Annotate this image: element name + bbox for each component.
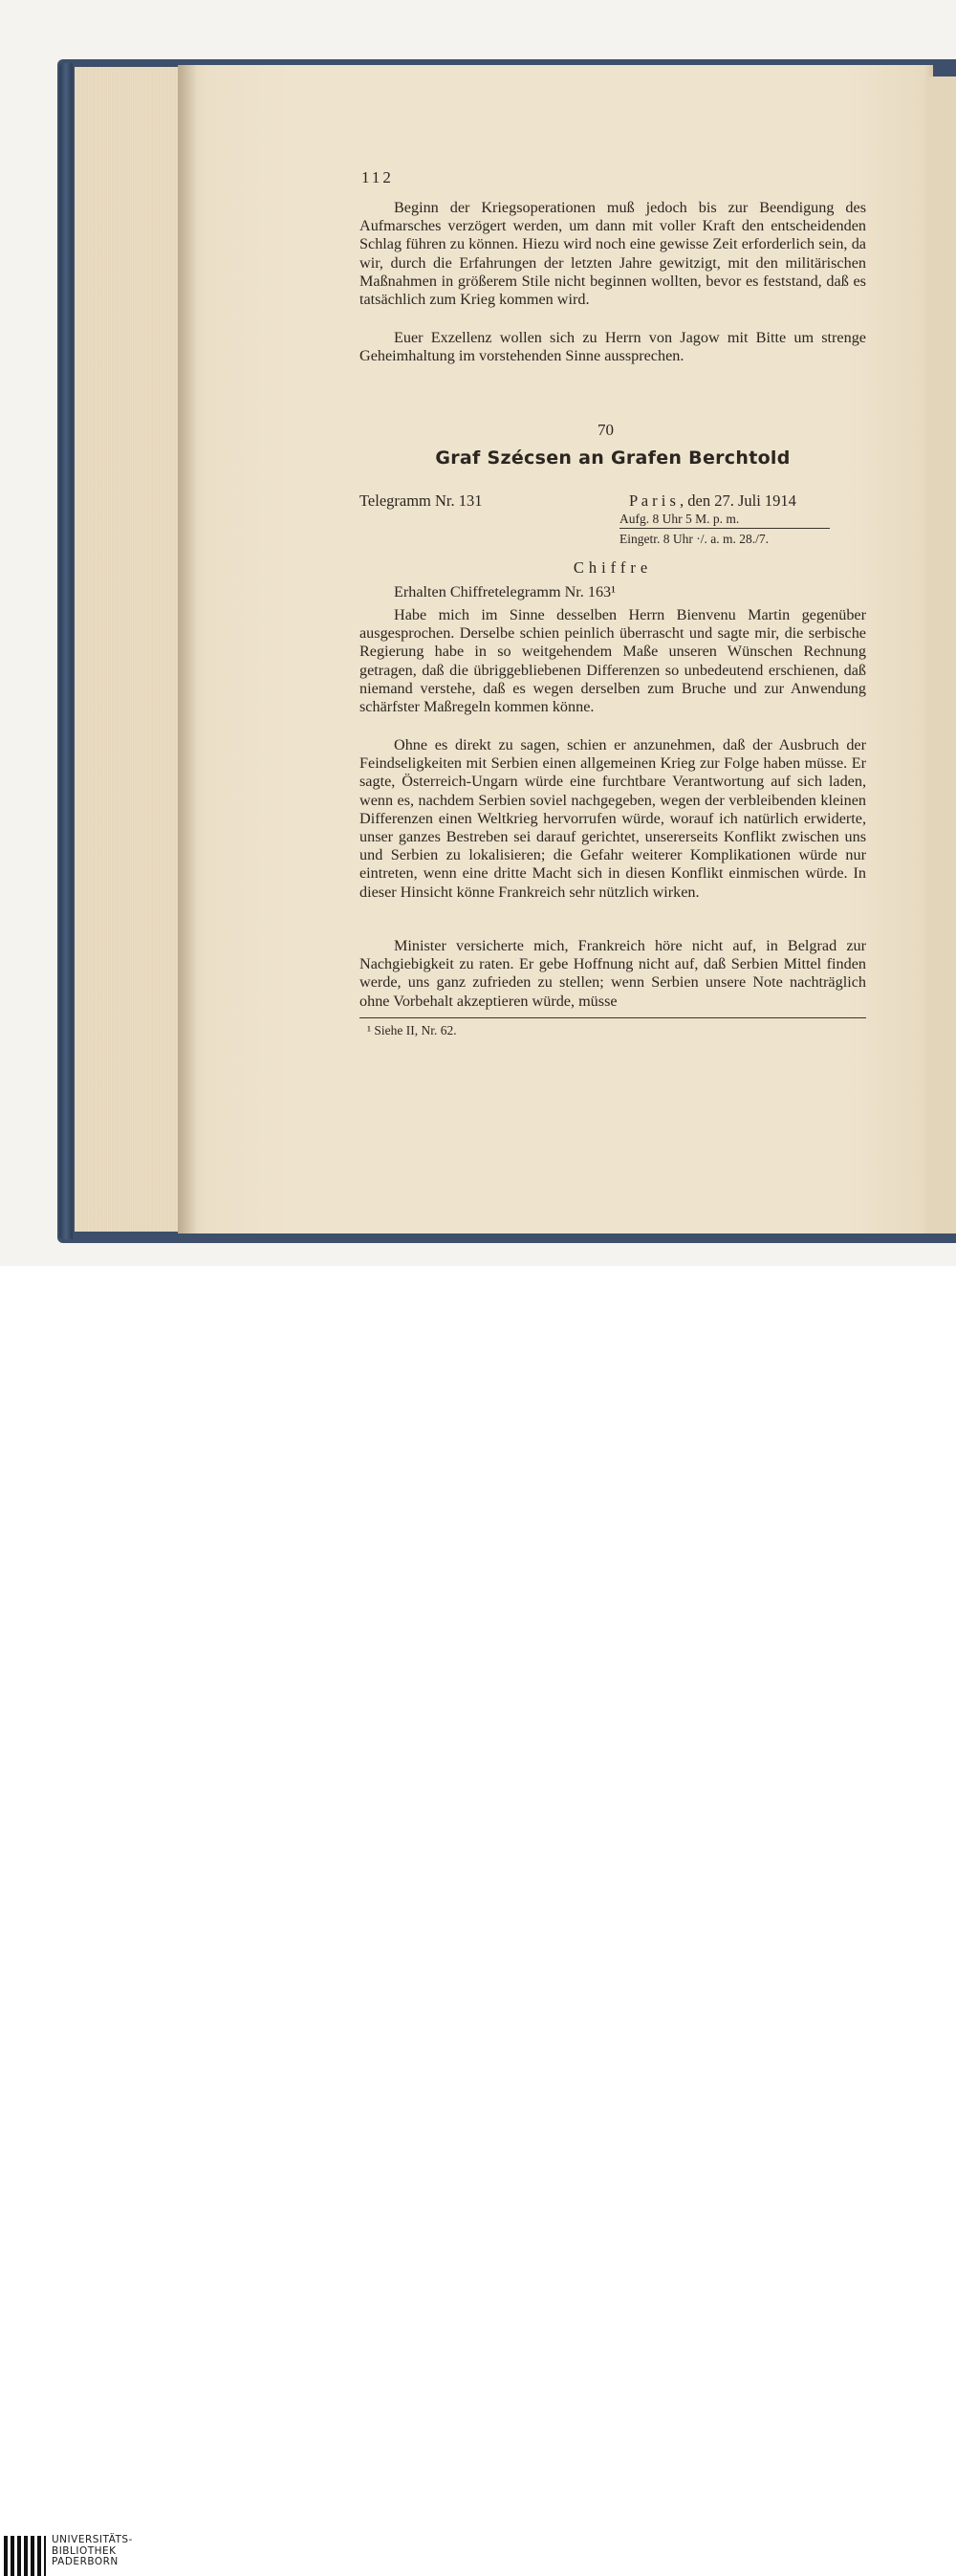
telegram-number: Telegramm Nr. 131 <box>359 491 483 510</box>
document-heading: Graf Szécsen an Grafen Berchtold <box>435 448 791 469</box>
library-logo-icon <box>4 2536 46 2576</box>
body-paragraph-2: Habe mich im Sinne desselben Herrn Bienvenu Martin gegenüber ausgesprochen. Derselbe schien peinlich überrascht und sagte mir, die serbische Regierung habe in so weitgehendem Maße unseren Wünschen Rechnung getragen, daß die übriggebliebenen Differenzen so unbedeutend erschienen, daß niemand verstehe, daß es wegen derselben zum Bruche und zur Anwendung schärfster Maßregeln kommen könne. <box>359 606 866 716</box>
closing-paragraph: Euer Exzellenz wollen sich zu Herrn von Jagow mit Bitte um strenge Geheimhaltung im vorstehenden Sinne aussprechen. <box>359 329 866 365</box>
document-number: 70 <box>598 421 614 439</box>
received-time: Eingetr. 8 Uhr ·/. a. m. 28./7. <box>619 532 769 546</box>
footnote: ¹ Siehe II, Nr. 62. <box>367 1023 457 1037</box>
page-block-edges <box>75 67 180 1232</box>
dispatch-time: Aufg. 8 Uhr 5 M. p. m. <box>619 512 830 529</box>
body-paragraph-4: Minister versicherte mich, Frankreich höre nicht auf, in Belgrad zur Nachgiebigkeit zu raten. Er gebe Hoffnung nicht auf, daß Serbien Mittel finden werde, uns ganz zufrieden zu stellen; wenn Serbien unsere Note nachträglich ohne Vorbehalt akzeptieren würde, müsse <box>359 937 866 1010</box>
page-gutter-shadow <box>178 65 197 1233</box>
footnote-rule <box>359 1017 866 1018</box>
library-footer <box>0 1266 956 2567</box>
library-name <box>52 2535 133 2568</box>
scan-background <box>0 0 956 1266</box>
body-paragraph-3: Ohne es direkt zu sagen, schien er anzunehmen, daß der Ausbruch der Feindseligkeiten mit Serbien einen allgemeinen Krieg zur Folge haben müsse. Er sagte, Österreich-Ungarn würde eine furchtbare Verantwortung auf sich laden, wenn es, nachdem Serbien soviel nachgegeben, wegen der verbleibenden kleinen Differenzen einen Weltkrieg hervorrufen würde, worauf ich natürlich erwiderte, unser ganzes Bestreben sei darauf gerichtet, unsererseits Konflikt zwischen uns und Serbien zu lokalisieren; die Gefahr weiterer Komplikationen würde nur eintreten, wenn eine dritte Macht sich in diesen Konflikt einmischen würde. In dieser Hinsicht könne Frankreich sehr nützlich wirken. <box>359 736 866 901</box>
cipher-label: Chiffre <box>573 558 653 577</box>
library-name-line-2: BIBLIOTHEK <box>52 2544 117 2557</box>
library-name-line-3: PADERBORN <box>52 2556 119 2567</box>
place-date: P a r i s , den 27. Juli 1914 <box>629 491 796 510</box>
page-number: 112 <box>361 168 394 186</box>
facing-page-edge <box>925 76 956 1233</box>
body-paragraph-1: Erhalten Chiffretelegramm Nr. 163¹ <box>394 583 617 600</box>
book-spine-edge <box>59 63 73 1239</box>
library-name-line-1: UNIVERSITÄTS- <box>52 2534 133 2545</box>
continuation-paragraph: Beginn der Kriegsoperationen muß jedoch bis zur Beendigung des Aufmarsches verzögert werden, um dann mit voller Kraft den entscheidenden Schlag führen zu können. Hiezu wird noch eine gewisse Zeit erforderlich sein, da wir, durch die Erfahrungen der letzten Jahre gewitzigt, mit den militärischen Maßnahmen in größerem Stile nicht beginnen wollten, bevor es feststand, daß es tatsächlich zum Krieg kommen wird. <box>359 199 866 309</box>
